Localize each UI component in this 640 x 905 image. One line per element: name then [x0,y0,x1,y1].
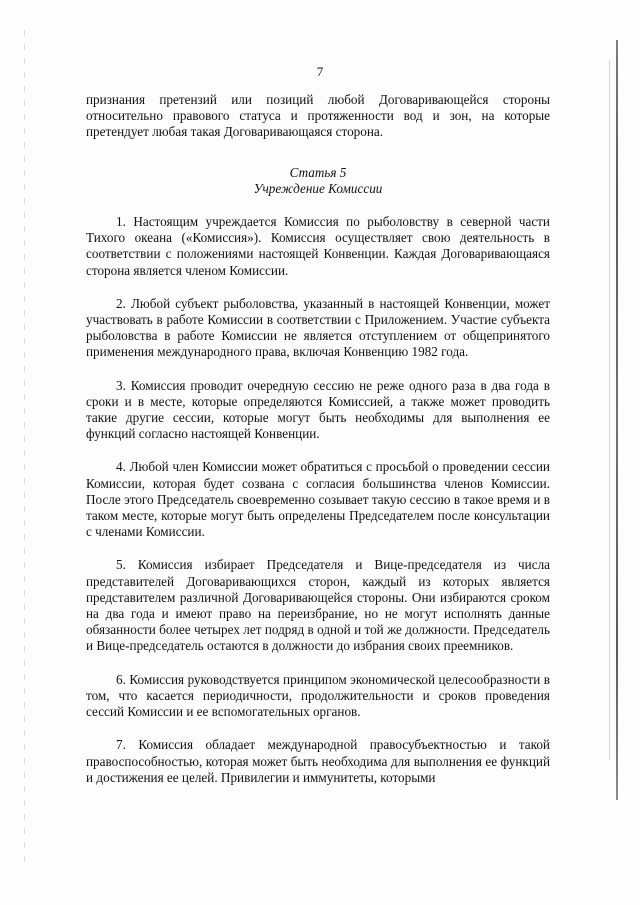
paragraph-2: 2. Любой субъект рыболовства, указанный в настоящей Конвенции, может участвовать в работе Комиссии в соответствии с Приложением. Участие субъекта рыболовства в работе Комиссии не является отступлением от общепринятого применения международного права, включая Конвенцию 1982 года. [86,295,550,360]
article-number: Статья 5 [289,164,347,180]
article-heading [86,165,550,197]
paragraph-6: 6. Комиссия руководствуется принципом экономической целесообразности в том, что касается периодичности, продолжительности и сроков проведения сессий Комиссии и ее вспомогательных органов. [86,671,550,720]
scan-edge-left [24,30,25,870]
scan-edge-right [616,40,618,800]
paragraph-3: 3. Комиссия проводит очередную сессию не реже одного раза в два года в сроки и в месте, которые определяются Комиссией, а также может проводить такие другие сессии, которые могут быть необходимы для выполнения ее функций согласно настоящей Конвенции. [86,377,550,442]
paragraph-1: 1. Настоящим учреждается Комиссия по рыболовству в северной части Тихого океана («Комиссия»). Комиссия осуществляет свою деятельность в соответствии с положениями настоящей Конвенции. Каждая Договаривающаяся сторона является членом Комиссии. [86,214,550,278]
document-body [86,92,550,803]
paragraph-7: 7. Комиссия обладает международной правосубъектностью и такой правоспособностью, которая может быть необходима для выполнения ее функций и достижения ее целей. Привилегии и иммунитеты, которыми [86,737,550,785]
page-number: 7 [316,64,324,79]
article-title: Учреждение Комиссии [253,180,383,196]
scan-edge-right-secondary [609,60,610,760]
intro-paragraph: признания претензий или позиций любой Договаривающейся стороны относительно правового статуса и протяженности вод и зон, на которые претендует любая такая Договаривающаяся сторона. [86,92,550,140]
paragraph-4: 4. Любой член Комиссии может обратиться с просьбой о проведении сессии Комиссии, которая будет созвана с согласия большинства членов Комиссии. После этого Председатель своевременно созывает такую сессию в такое время и в таком месте, которые могут быть определены Председателем после консультации с членами Комиссии. [86,459,550,540]
paragraph-5: 5. Комиссия избирает Председателя и Вице-председателя из числа представителей Договаривающихся сторон, каждый из которых является представителем различной Договаривающейся стороны. Они избираются сроком на два года и имеют право на переизбрание, но не могут исполнять данные обязанности более четырех лет подряд в одной и той же должности. Председатель и Вице-председатель остаются в должности до избрания своих преемников. [86,557,550,654]
